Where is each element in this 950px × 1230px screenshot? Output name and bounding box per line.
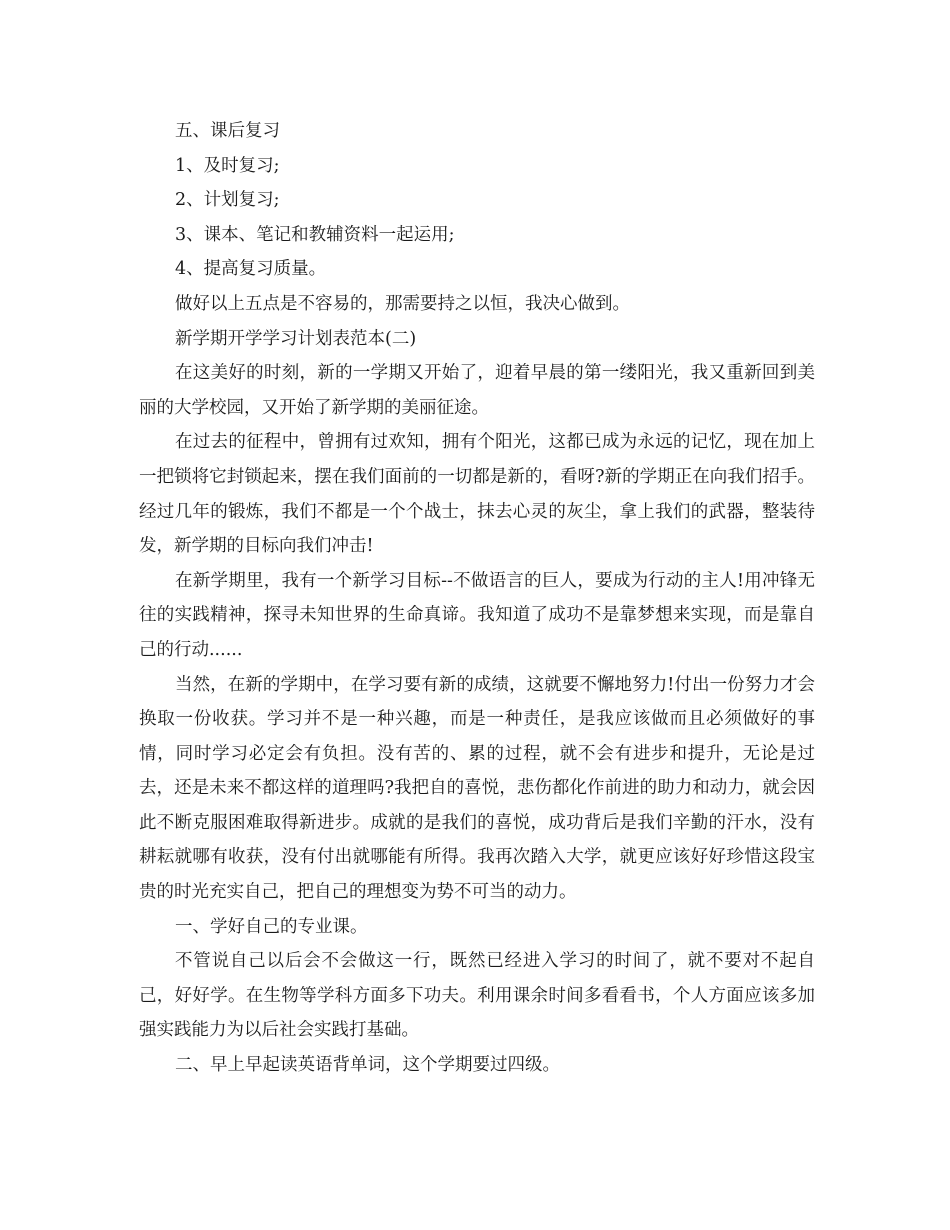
summary-line: 做好以上五点是不容易的，那需要持之以恒，我决心做到。 <box>175 293 630 314</box>
paragraph-past: 在过去的征程中，曾拥有过欢知，拥有个阳光，这都已成为永远的记忆，现在加上一把锁将它封锁起来，摆在我们面前的一切都是新的，看呀?新的学期正在向我们招手。经过几年的锻炼，我们不都是一个个战士，抹去心灵的灰尘，拿上我们的武器，整装待发，新学期的目标向我们冲击! <box>139 432 815 557</box>
paragraph-goal: 在新学期里，我有一个新学习目标--不做语言的巨人，要成为行动的主人!用冲锋无往的实践精神，探寻未知世界的生命真谛。我知道了成功不是靠梦想来实现，而是靠自己的行动...... <box>139 570 815 660</box>
document-body <box>139 114 815 1083</box>
paragraph-intro: 在这美好的时刻，新的一学期又开始了，迎着早晨的第一缕阳光，我又重新回到美丽的大学校园，又开始了新学期的美丽征途。 <box>139 363 815 418</box>
list-item-4: 4、提高复习质量。 <box>175 259 327 280</box>
document-subtitle: 新学期开学学习计划表范本(二) <box>175 328 417 349</box>
list-item-3: 3、课本、笔记和教辅资料一起运用; <box>175 224 455 245</box>
paragraph-major-course: 不管说自己以后会不会做这一行，既然已经进入学习的时间了，就不要对不起自己，好好学。在生物等学科方面多下功夫。利用课余时间多看看书，个人方面应该多加强实践能力为以后社会实践打基础。 <box>139 951 815 1041</box>
list-item-1: 1、及时复习; <box>175 155 280 176</box>
section-heading-review: 五、课后复习 <box>175 121 280 141</box>
heading-english: 二、早上早起读英语背单词，这个学期要过四级。 <box>175 1055 560 1076</box>
paragraph-effort: 当然，在新的学期中，在学习要有新的成绩，这就要不懈地努力!付出一份努力才会换取一份收获。学习并不是一种兴趣，而是一种责任，是我应该做而且必须做好的事情，同时学习必定会有负担。没有苦的、累的过程，就不会有进步和提升，无论是过去，还是未来不都这样的道理吗?我把自的喜悦，悲伤都化作前进的助力和动力，就会因此不断克服困难取得新进步。成就的是我们的喜悦，成功背后是我们辛勤的汗水，没有耕耘就哪有收获，没有付出就哪能有所得。我再次踏入大学，就更应该好好珍惜这段宝贵的时光充实自己，把自己的理想变为势不可当的动力。 <box>139 674 815 903</box>
heading-major-course: 一、学好自己的专业课。 <box>175 916 368 937</box>
list-item-2: 2、计划复习; <box>175 190 280 211</box>
